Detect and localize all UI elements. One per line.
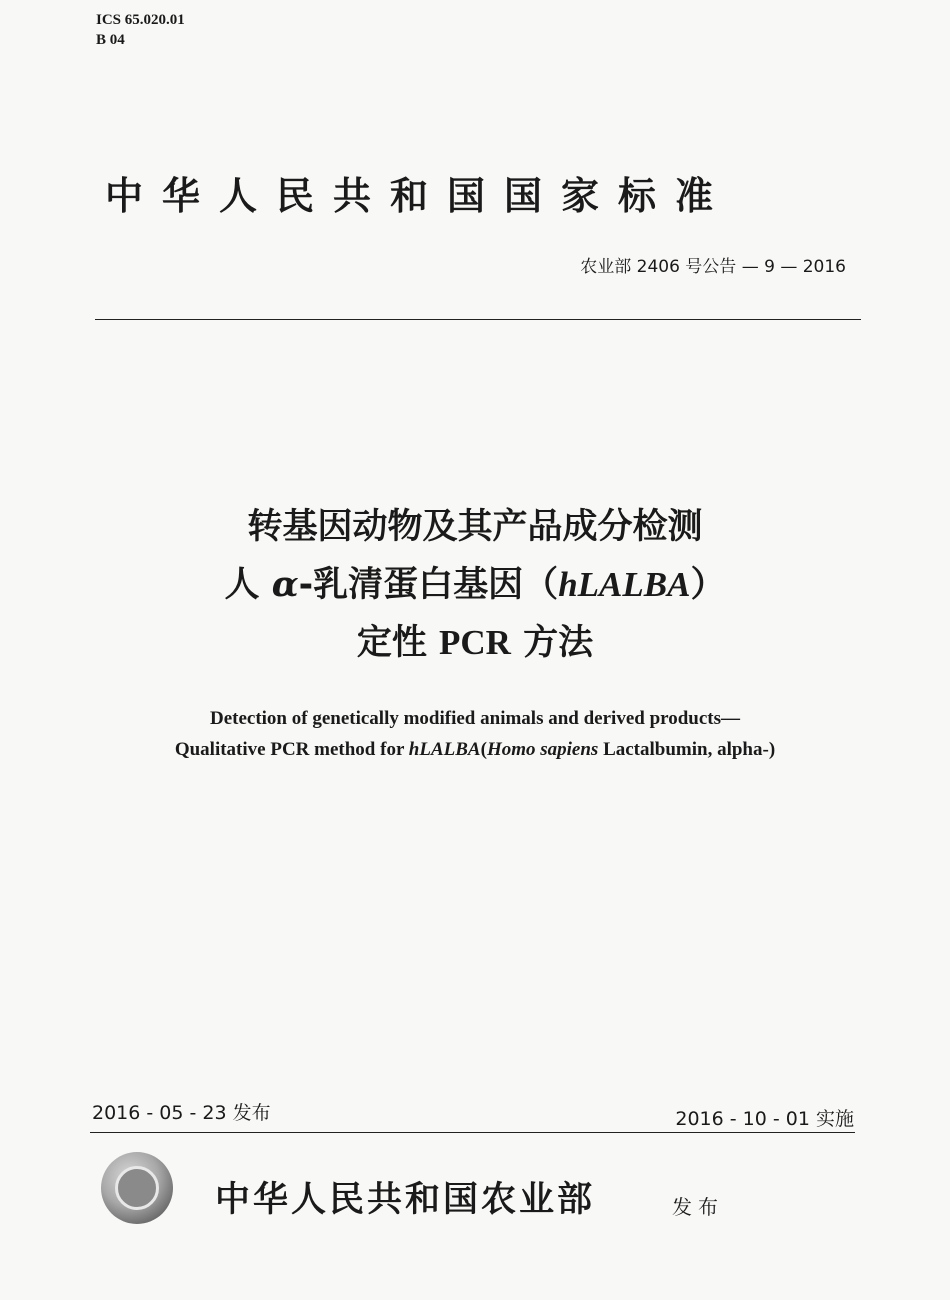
- publisher-name: 中华人民共和国农业部: [215, 1179, 596, 1220]
- english-title-line-1: Detection of genetically modified animals and derived products—: [209, 708, 741, 729]
- title-mid: -乳清蛋白基因（: [298, 565, 559, 605]
- english-gene-name: hLALBA: [408, 739, 481, 760]
- footer-divider: [90, 1132, 855, 1133]
- implement-date: 2016 - 10 - 01 实施: [675, 1108, 854, 1130]
- english-paren: (: [480, 739, 487, 760]
- national-standard-title: 中华人民共和国国家标准: [105, 173, 733, 218]
- gene-name: hLALBA: [558, 565, 691, 604]
- standard-number: 农业部 2406 号公告 — 9 — 2016: [580, 257, 846, 277]
- species-name: Homo sapiens: [486, 739, 599, 760]
- chinese-title-line-1: 转基因动物及其产品成分检测: [247, 507, 703, 547]
- title-part-a: 定性: [356, 623, 440, 663]
- title-part-b: 方法: [510, 623, 594, 663]
- publish-date: 2016 - 05 - 23 发布: [92, 1102, 271, 1124]
- title-prefix: 人: [224, 565, 272, 605]
- ministry-emblem-icon: [101, 1152, 173, 1224]
- classification-line: B 04: [96, 32, 125, 48]
- english-part-a: Qualitative PCR method for: [174, 739, 409, 760]
- ics-line: ICS 65.020.01: [96, 12, 185, 28]
- title-suffix: ）: [690, 565, 726, 605]
- english-title-line-2: [0, 734, 950, 765]
- pcr-term: PCR: [439, 623, 511, 662]
- english-part-c: Lactalbumin, alpha-): [598, 739, 776, 760]
- emblem-center: [115, 1166, 159, 1210]
- english-title: [0, 703, 950, 765]
- chinese-title-line-3: [0, 614, 950, 672]
- header-divider: [95, 319, 861, 320]
- chinese-title: [0, 498, 950, 672]
- chinese-title-line-2: [0, 556, 950, 614]
- publisher-suffix: 发布: [672, 1195, 724, 1219]
- ics-code: [96, 10, 185, 50]
- alpha-symbol: α: [271, 564, 299, 605]
